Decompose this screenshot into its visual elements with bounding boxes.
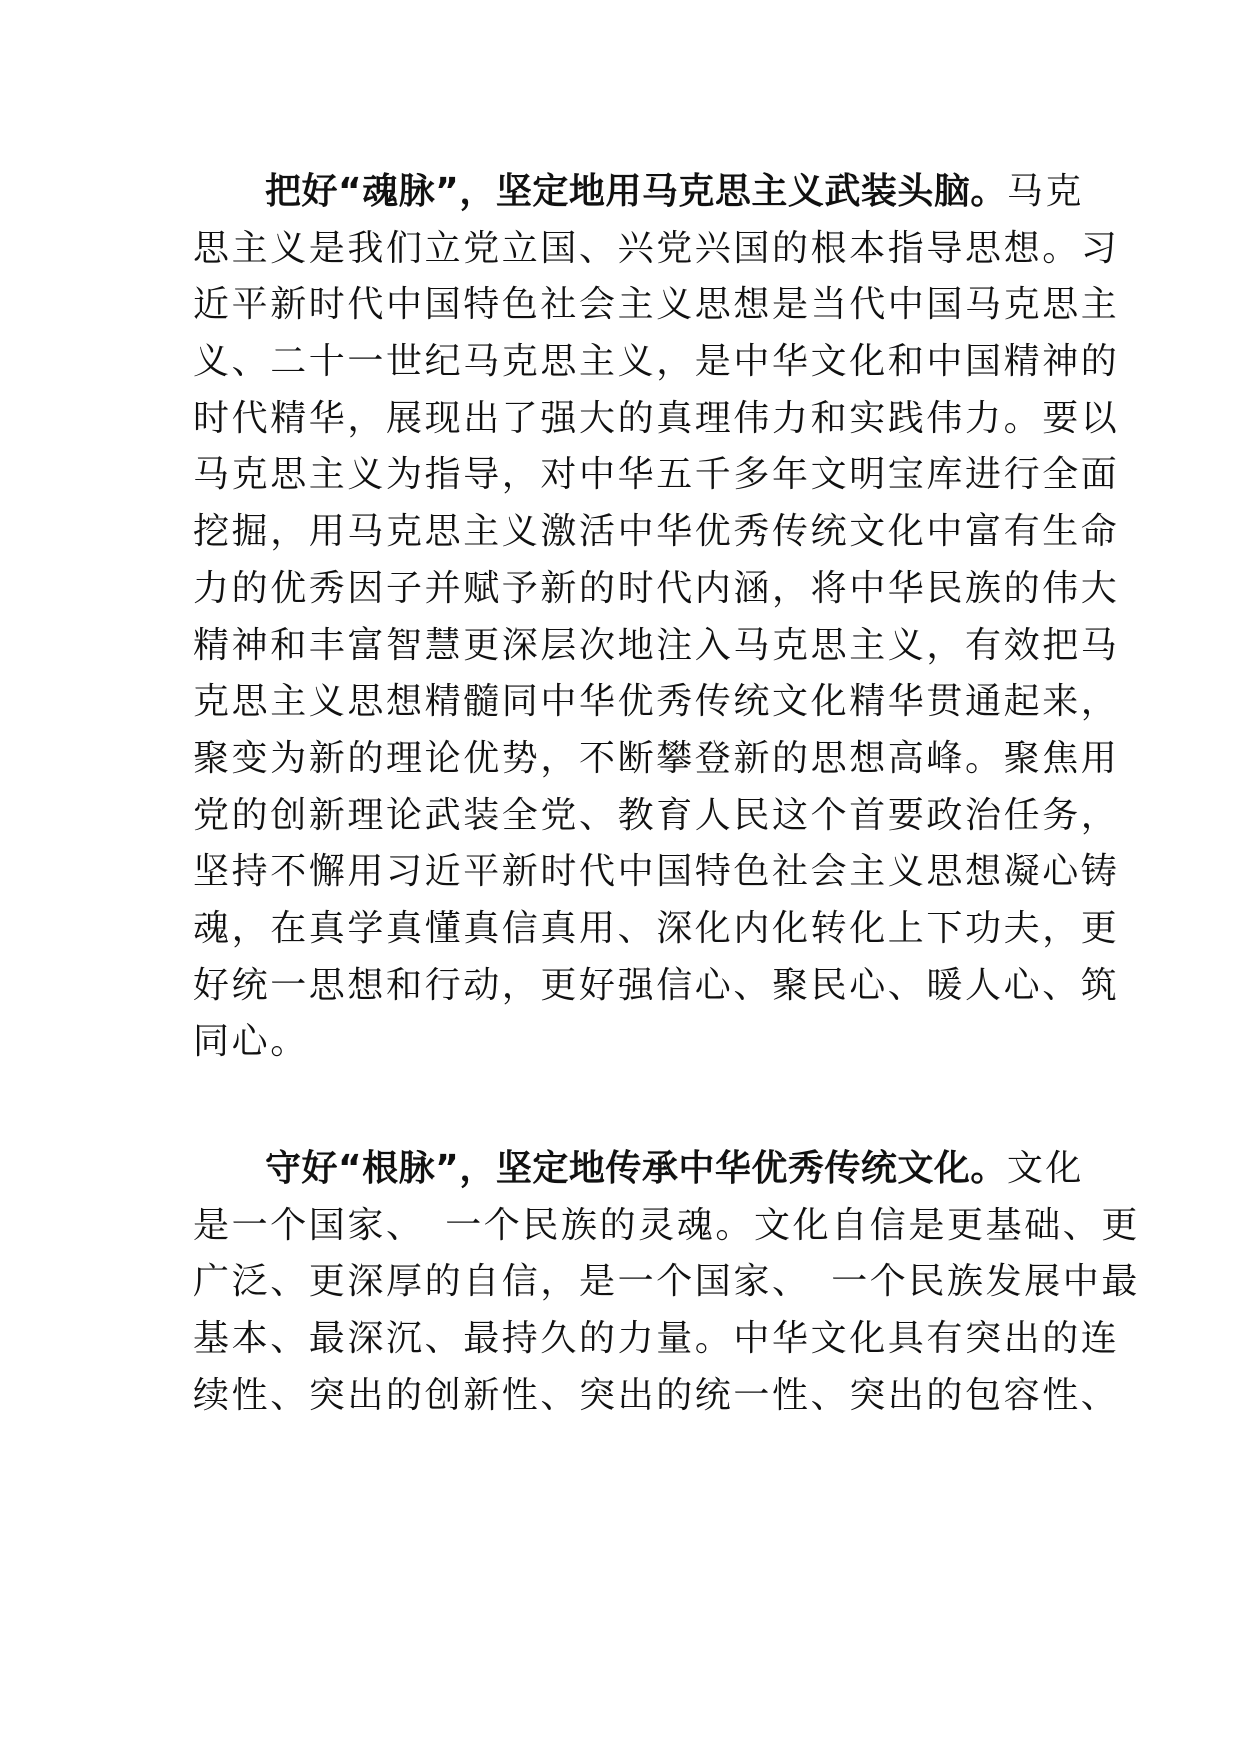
paragraph-soul-vein — [193, 164, 1120, 1071]
paragraph-line: 精神和丰富智慧更深层次地注入马克思主义，有效把马 — [193, 624, 1120, 666]
paragraph-line: 魂，在真学真懂真信真用、深化内化转化上下功夫，更 — [193, 907, 1120, 949]
paragraph-text: 文化 — [1006, 1148, 1085, 1189]
paragraph-line: 克思主义思想精髓同中华优秀传统文化精华贯通起来， — [193, 681, 1120, 723]
paragraph-line: 挖掘，用马克思主义激活中华优秀传统文化中富有生命 — [193, 511, 1120, 553]
paragraph-line: 续性、突出的创新性、突出的统一性、突出的包容性、 — [193, 1374, 1120, 1416]
paragraph-text: 马克 — [1006, 171, 1085, 212]
paragraph-line: 近平新时代中国特色社会主义思想是当代中国马克思主 — [193, 284, 1120, 326]
paragraph-heading: 守好“根脉”，坚定地传承中华优秀传统文化。 — [265, 1148, 1007, 1189]
paragraph-line: 广泛、更深厚的自信，是一个国家、 一个民族发展中最 — [193, 1261, 1141, 1303]
paragraph-line: 聚变为新的理论优势，不断攀登新的思想高峰。聚焦用 — [193, 737, 1120, 779]
paragraph-line: 坚持不懈用习近平新时代中国特色社会主义思想凝心铸 — [193, 851, 1120, 893]
paragraph-line: 是一个国家、 一个民族的灵魂。文化自信是更基础、更 — [193, 1204, 1141, 1246]
paragraph-line: 思主义是我们立党立国、兴党兴国的根本指导思想。习 — [193, 227, 1120, 269]
paragraph-line: 基本、最深沉、最持久的力量。中华文化具有突出的连 — [193, 1318, 1120, 1360]
paragraph-line: 时代精华，展现出了强大的真理伟力和实践伟力。要以 — [193, 397, 1120, 439]
paragraph-line: 党的创新理论武装全党、教育人民这个首要政治任务， — [193, 794, 1120, 836]
paragraph-heading: 把好“魂脉”，坚定地用马克思主义武装头脑。 — [265, 171, 1007, 212]
paragraph-line: 力的优秀因子并赋予新的时代内涵，将中华民族的伟大 — [193, 567, 1120, 609]
paragraph-line: 好统一思想和行动，更好强信心、聚民心、暖人心、筑 — [193, 964, 1120, 1006]
paragraph-line: 义、二十一世纪马克思主义，是中华文化和中国精神的 — [193, 341, 1120, 383]
paragraph-root-vein — [193, 1141, 1141, 1424]
paragraph-first-line — [193, 1141, 1085, 1198]
paragraph-line: 同心。 — [193, 1021, 309, 1063]
paragraph-line: 马克思主义为指导，对中华五千多年文明宝库进行全面 — [193, 454, 1120, 496]
paragraph-first-line — [193, 164, 1085, 221]
